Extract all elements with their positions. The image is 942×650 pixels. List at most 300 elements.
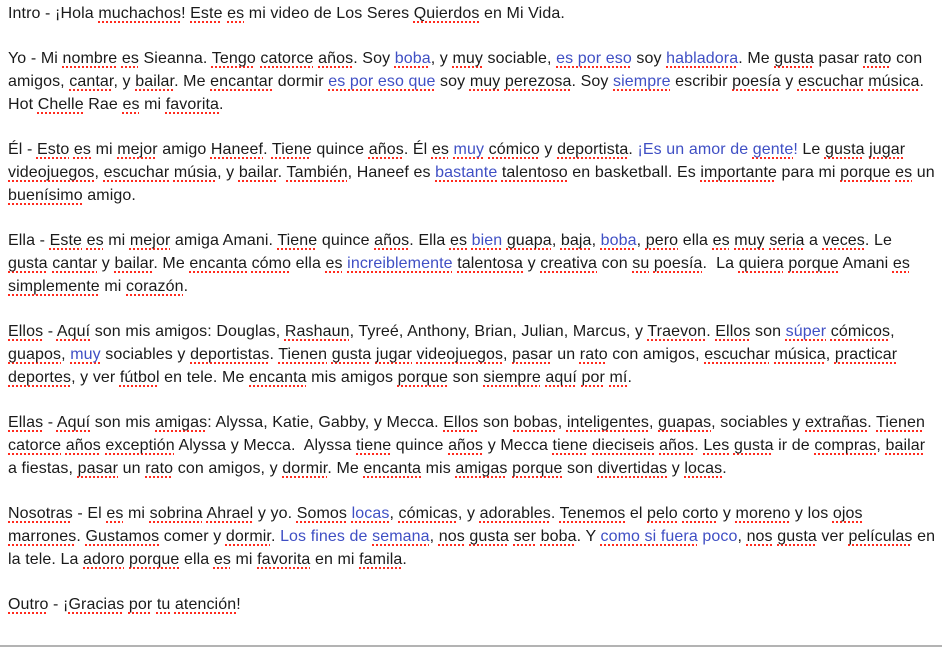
text-run: un xyxy=(912,164,940,181)
misspelled-word: poesía xyxy=(732,73,781,90)
misspelled-word: bailar xyxy=(885,437,926,454)
misspelled-word: rato xyxy=(863,50,892,67)
text-run: y xyxy=(539,141,558,158)
misspelled-word: gusta xyxy=(8,255,48,272)
misspelled-word: años xyxy=(448,437,484,454)
text-run: quince xyxy=(311,141,369,158)
text-run: , xyxy=(429,528,439,545)
misspelled-word: cómicas xyxy=(398,505,458,522)
misspelled-word: tu xyxy=(156,596,171,613)
misspelled-word: compras xyxy=(814,437,877,454)
misspelled-word: muy xyxy=(734,232,765,249)
misspelled-word: nombre xyxy=(62,50,118,67)
misspelled-word: cómo xyxy=(251,255,292,272)
text-run: ella xyxy=(678,232,713,249)
misspelled-word: talentoso xyxy=(501,164,568,181)
misspelled-word: bailar xyxy=(135,73,175,90)
misspelled-word: jugar xyxy=(869,141,906,158)
text-run: pasar xyxy=(813,50,864,67)
misspelled-word: es xyxy=(121,50,139,67)
text-run: Amani xyxy=(838,255,893,272)
text-run: , xyxy=(825,346,835,363)
text-run: ella xyxy=(291,255,326,272)
text-run: , xyxy=(876,437,886,454)
misspelled-word: encanta xyxy=(363,460,422,477)
link-text[interactable]: semana xyxy=(372,528,430,545)
text-run: . Me xyxy=(327,460,364,477)
text-run: . xyxy=(722,460,727,477)
misspelled-word: Haneef xyxy=(210,141,264,158)
misspelled-word: Tienen xyxy=(278,346,328,363)
misspelled-word: tiene xyxy=(356,437,392,454)
misspelled-word: años xyxy=(65,437,101,454)
misspelled-word: deportista xyxy=(557,141,629,158)
link-text[interactable]: locas xyxy=(351,505,390,522)
text-run: . xyxy=(694,437,704,454)
misspelled-word: exceptión xyxy=(105,437,175,454)
misspelled-word: Tienen xyxy=(876,414,925,431)
text-run: un xyxy=(552,346,580,363)
text-run: . Soy xyxy=(353,50,395,67)
paragraph-nosotras xyxy=(8,502,940,571)
misspelled-word: Ellos xyxy=(8,323,44,340)
misspelled-word: cómico xyxy=(488,141,540,158)
misspelled-word: corazón xyxy=(126,278,184,295)
misspelled-word: catorce xyxy=(8,437,62,454)
text-run: . xyxy=(277,164,287,181)
text-run: mi xyxy=(230,551,258,568)
text-run: , xyxy=(636,232,646,249)
misspelled-word: gusta xyxy=(824,141,865,158)
text-run: . La xyxy=(702,255,739,272)
text-run: . xyxy=(402,551,407,568)
misspelled-word: marrones xyxy=(8,528,77,545)
text-run: en mi xyxy=(310,551,360,568)
bottom-border xyxy=(0,645,942,647)
text-run: con amigos, xyxy=(8,50,927,90)
misspelled-word: baja xyxy=(560,232,592,249)
text-run: en tele. Me xyxy=(159,369,249,386)
text-run: Le xyxy=(797,141,825,158)
text-run: y Mecca xyxy=(483,437,553,454)
misspelled-word: jugar xyxy=(375,346,412,363)
text-run: . xyxy=(219,96,224,113)
misspelled-word: Ellas xyxy=(8,414,44,431)
misspelled-word: videojuegos xyxy=(416,346,504,363)
link-text[interactable]: Los fines de xyxy=(280,528,373,545)
link-text[interactable]: muy xyxy=(70,346,101,363)
misspelled-word: locas xyxy=(684,460,723,477)
misspelled-word: Gustamos xyxy=(85,528,160,545)
paragraph-el xyxy=(8,138,940,207)
text-run: sociables y xyxy=(100,346,191,363)
misspelled-word: talentosa xyxy=(457,255,524,272)
text-run: para mi xyxy=(776,164,841,181)
text-run: en la tele. La xyxy=(8,528,940,568)
misspelled-word: quiera xyxy=(738,255,784,272)
text-run: con amigos, xyxy=(607,346,705,363)
text-run: . Y xyxy=(576,528,601,545)
text-run: dormir xyxy=(273,73,329,90)
misspelled-word: guapa xyxy=(506,232,552,249)
text-run xyxy=(863,505,868,522)
text-run: y yo. xyxy=(253,505,297,522)
text-run: y xyxy=(667,460,685,477)
text-run: Sieanna. xyxy=(138,50,212,67)
text-run: a xyxy=(804,232,823,249)
text-run: , xyxy=(648,414,659,431)
text-run: mi xyxy=(123,505,150,522)
link-text[interactable]: ¡Es un amor de xyxy=(637,141,753,158)
misspelled-word: Gracias xyxy=(68,596,125,613)
misspelled-word: músia xyxy=(173,164,218,181)
text-run: Ella - xyxy=(8,232,50,249)
misspelled-word: Nosotras xyxy=(8,505,73,522)
link-text[interactable]: increiblemente xyxy=(347,255,453,272)
text-run: Yo - Mi xyxy=(8,50,63,67)
misspelled-word: nos xyxy=(746,528,773,545)
misspelled-word: atención xyxy=(174,596,237,613)
misspelled-word: porque xyxy=(397,369,449,386)
text-run: son xyxy=(478,414,514,431)
misspelled-word: es xyxy=(449,232,468,249)
misspelled-word: porque xyxy=(129,551,180,568)
misspelled-word: pelo xyxy=(647,505,678,522)
text-run: . Le xyxy=(864,232,897,249)
misspelled-word: es xyxy=(106,505,124,522)
misspelled-word: gusta xyxy=(469,528,510,545)
misspelled-word: Aquí xyxy=(56,323,91,340)
text-run xyxy=(925,414,930,431)
text-run: , xyxy=(61,346,71,363)
link-text[interactable]: habladora xyxy=(666,50,739,67)
link-text[interactable]: siempre xyxy=(613,73,671,90)
misspelled-word: años xyxy=(374,232,410,249)
text-run: amigo. xyxy=(82,187,136,204)
misspelled-word: dormir xyxy=(282,460,328,477)
text-run: . Me xyxy=(153,255,190,272)
text-run: , y xyxy=(217,164,239,181)
text-run: . xyxy=(706,323,716,340)
text-run: . Me xyxy=(174,73,211,90)
text-run: mi xyxy=(103,232,130,249)
misspelled-word: su xyxy=(632,255,650,272)
misspelled-word: Outro xyxy=(8,596,49,613)
misspelled-word: favorita xyxy=(257,551,311,568)
misspelled-word: guapos xyxy=(8,346,62,363)
text-run: . xyxy=(628,141,638,158)
misspelled-word: gusta xyxy=(733,437,774,454)
misspelled-word: pero xyxy=(645,232,679,249)
text-run: mi xyxy=(99,278,126,295)
misspelled-word: Este xyxy=(49,232,83,249)
misspelled-word: divertidas xyxy=(597,460,668,477)
text-run: mis amigos xyxy=(306,369,398,386)
text-run: ver xyxy=(816,528,849,545)
misspelled-word: pasar xyxy=(512,346,553,363)
text-run: . xyxy=(867,414,877,431)
misspelled-word: es xyxy=(86,232,104,249)
misspelled-word: siempre xyxy=(483,369,541,386)
text-run: , y ver xyxy=(71,369,120,386)
misspelled-word: gusta xyxy=(331,346,372,363)
misspelled-word: inteligentes xyxy=(566,414,649,431)
misspelled-word: Tiene xyxy=(271,141,312,158)
misspelled-word: porque xyxy=(512,460,563,477)
link-text[interactable]: poco xyxy=(697,528,738,545)
misspelled-word: amigas xyxy=(155,414,208,431)
misspelled-word: Les xyxy=(703,437,730,454)
misspelled-word: pasar xyxy=(77,460,119,477)
link-text[interactable]: gente xyxy=(752,141,794,158)
misspelled-word: extrañas xyxy=(805,414,868,431)
text-run: , y xyxy=(430,50,453,67)
misspelled-word: rato xyxy=(579,346,608,363)
text-run: Él - xyxy=(8,141,37,158)
misspelled-word: muy xyxy=(469,73,501,90)
misspelled-word: veces xyxy=(822,232,865,249)
misspelled-word: nos xyxy=(438,528,465,545)
misspelled-word: corto xyxy=(682,505,719,522)
text-run: mi xyxy=(91,141,118,158)
text-run: son xyxy=(750,323,786,340)
misspelled-word: rato xyxy=(145,460,174,477)
misspelled-word: aquí xyxy=(545,369,577,386)
misspelled-word: es xyxy=(895,164,913,181)
misspelled-word: Aquí xyxy=(56,414,91,431)
misspelled-word: creativa xyxy=(540,255,598,272)
misspelled-word: Tiene xyxy=(277,232,318,249)
misspelled-word: bailar xyxy=(238,164,278,181)
text-run: y los xyxy=(790,505,833,522)
misspelled-word: cantar xyxy=(69,73,114,90)
misspelled-word: cómicos xyxy=(830,323,891,340)
misspelled-word: catorce xyxy=(260,50,314,67)
misspelled-word: buenísimo xyxy=(8,187,83,204)
text-run: son mis amigos: Douglas, xyxy=(90,323,285,340)
misspelled-word: porque xyxy=(788,255,839,272)
misspelled-word: gusta xyxy=(774,50,814,67)
text-run: , xyxy=(503,346,513,363)
misspelled-word: es xyxy=(892,255,910,272)
paragraph-ellos xyxy=(8,320,936,389)
misspelled-word: años xyxy=(368,141,404,158)
misspelled-word: mejor xyxy=(129,232,171,249)
misspelled-word: bailar xyxy=(114,255,154,272)
misspelled-word: Esto xyxy=(36,141,70,158)
misspelled-word: es xyxy=(325,255,343,272)
text-run: , xyxy=(389,505,399,522)
misspelled-word: fútbol xyxy=(119,369,160,386)
text-run: . Él xyxy=(403,141,432,158)
misspelled-word: ser xyxy=(513,528,537,545)
text-run xyxy=(910,255,915,272)
misspelled-word: por xyxy=(128,596,153,613)
misspelled-word: cantar xyxy=(52,255,98,272)
misspelled-word: favorita xyxy=(165,96,220,113)
link-text[interactable]: bien xyxy=(471,232,503,249)
text-run: y xyxy=(97,255,115,272)
misspelled-word: Rashaun xyxy=(284,323,350,340)
misspelled-word: sobrina xyxy=(149,505,203,522)
text-run: son xyxy=(448,369,484,386)
text-run: , y xyxy=(113,73,136,90)
text-run: sociable, xyxy=(483,50,557,67)
misspelled-word: famila xyxy=(359,551,403,568)
text-run: con xyxy=(597,255,633,272)
link-text[interactable]: boba xyxy=(394,50,431,67)
text-run xyxy=(897,346,902,363)
text-run: . Soy xyxy=(571,73,614,90)
misspelled-word: deportes xyxy=(8,369,72,386)
misspelled-word: adoro xyxy=(83,551,125,568)
misspelled-word: películas xyxy=(848,528,913,545)
misspelled-word: gusta xyxy=(777,528,817,545)
misspelled-word: muchachos xyxy=(98,5,182,22)
misspelled-word: boba xyxy=(540,528,577,545)
misspelled-word: Tengo xyxy=(211,50,256,67)
text-run: . xyxy=(263,141,272,158)
misspelled-word: es xyxy=(431,141,449,158)
misspelled-word: Somos xyxy=(296,505,348,522)
text-run: , sociables y xyxy=(711,414,806,431)
misspelled-word: simplemente xyxy=(8,278,100,295)
misspelled-word: encantar xyxy=(210,73,274,90)
text-run: un xyxy=(118,460,146,477)
text-run xyxy=(905,141,910,158)
link-text[interactable]: boba xyxy=(600,232,637,249)
text-run: . xyxy=(627,369,633,386)
text-run: - ¡ xyxy=(48,596,69,613)
misspelled-word: deportistas xyxy=(190,346,270,363)
text-run: ! xyxy=(236,596,241,613)
misspelled-word: es xyxy=(122,96,140,113)
text-run: . xyxy=(550,505,560,522)
misspelled-word: adorables xyxy=(479,505,551,522)
text-run: . Ella xyxy=(409,232,450,249)
text-run: comer y xyxy=(159,528,226,545)
paragraph-ellas xyxy=(8,411,936,480)
text-run: . Me xyxy=(738,50,775,67)
misspelled-word: escuchar xyxy=(704,346,770,363)
misspelled-word: guapas xyxy=(658,414,712,431)
misspelled-word: mejor xyxy=(117,141,158,158)
text-run: soy xyxy=(631,50,667,67)
misspelled-word: Ellos xyxy=(715,323,751,340)
text-run: mi video de Los Seres xyxy=(244,5,414,22)
text-run: soy xyxy=(435,73,470,90)
text-run: quince xyxy=(317,232,375,249)
text-run: - xyxy=(43,414,57,431)
misspelled-word: porque xyxy=(840,164,891,181)
text-run: escribir xyxy=(670,73,733,90)
misspelled-word: dieciseis xyxy=(592,437,655,454)
text-run: amigo xyxy=(157,141,211,158)
text-run: con amigos, y xyxy=(173,460,283,477)
text-run: , y xyxy=(457,505,480,522)
text-run: Alyssa y Mecca. Alyssa xyxy=(174,437,357,454)
text-run: amiga Amani. xyxy=(170,232,278,249)
link-text[interactable]: bastante xyxy=(435,164,498,181)
paragraph-intro xyxy=(8,2,936,25)
misspelled-word: es xyxy=(227,5,245,22)
link-text[interactable]: súper xyxy=(785,323,827,340)
misspelled-word: años xyxy=(659,437,695,454)
misspelled-word: perezosa xyxy=(504,73,572,90)
misspelled-word: años xyxy=(318,50,354,67)
text-run: en Mi Vida. xyxy=(479,5,565,22)
misspelled-word: importante xyxy=(700,164,777,181)
paragraph-ella xyxy=(8,229,936,298)
link-text[interactable]: ! xyxy=(793,141,798,158)
misspelled-word: dormir xyxy=(225,528,271,545)
misspelled-word: amigas xyxy=(455,460,508,477)
text-run: , xyxy=(557,414,567,431)
text-run: . xyxy=(270,528,281,545)
misspelled-word: También xyxy=(286,164,348,181)
text-run: Intro - ¡Hola xyxy=(8,5,99,22)
misspelled-word: Ellos xyxy=(443,414,479,431)
text-run: ! xyxy=(181,5,191,22)
misspelled-word: seria xyxy=(769,232,805,249)
misspelled-word: es xyxy=(712,232,730,249)
misspelled-word: moreno xyxy=(735,505,791,522)
text-run: . xyxy=(183,278,189,295)
text-run: , xyxy=(94,164,104,181)
misspelled-word: Ahrael xyxy=(206,505,254,522)
text-run: son mis xyxy=(90,414,156,431)
misspelled-word: por xyxy=(581,369,605,386)
misspelled-word: Este xyxy=(190,5,223,22)
misspelled-word: encanta xyxy=(189,255,248,272)
link-text[interactable]: muy xyxy=(453,141,485,158)
misspelled-word: es xyxy=(213,551,231,568)
text-run: , xyxy=(551,232,561,249)
text-run: a fiestas, xyxy=(8,437,930,477)
text-run: ella xyxy=(179,551,214,568)
misspelled-word: Traevon xyxy=(647,323,707,340)
text-run: , Tyreé, Anthony, Brian, Julian, Marcus, y xyxy=(349,323,648,340)
text-run: y xyxy=(718,505,736,522)
paragraph-outro xyxy=(8,593,936,616)
misspelled-word: poesía xyxy=(653,255,703,272)
misspelled-word: mí xyxy=(609,369,628,386)
text-run: - El xyxy=(72,505,107,522)
misspelled-word: Chelle xyxy=(37,96,84,113)
misspelled-word: Quierdos xyxy=(413,5,480,22)
paragraph-yo xyxy=(8,47,936,116)
text-run: , xyxy=(890,323,900,340)
misspelled-word: música xyxy=(868,73,920,90)
misspelled-word: es xyxy=(73,141,92,158)
text-run: Rae xyxy=(83,96,123,113)
text-run: , xyxy=(737,528,747,545)
misspelled-word: encanta xyxy=(249,369,307,386)
text-run: , xyxy=(591,232,601,249)
text-run: . xyxy=(269,346,279,363)
text-run: - xyxy=(43,323,57,340)
misspelled-word: practicar xyxy=(834,346,898,363)
text-run: mis xyxy=(421,460,456,477)
text-run: ir de xyxy=(773,437,815,454)
text-run: el xyxy=(625,505,648,522)
link-text[interactable]: es por eso xyxy=(556,50,632,67)
link-text[interactable]: como si fuera xyxy=(600,528,698,545)
link-text[interactable]: es por eso que xyxy=(328,73,436,90)
text-run: en basketball. Es xyxy=(567,164,701,181)
text-run: . Hot xyxy=(8,73,929,113)
text-run: . xyxy=(76,528,86,545)
